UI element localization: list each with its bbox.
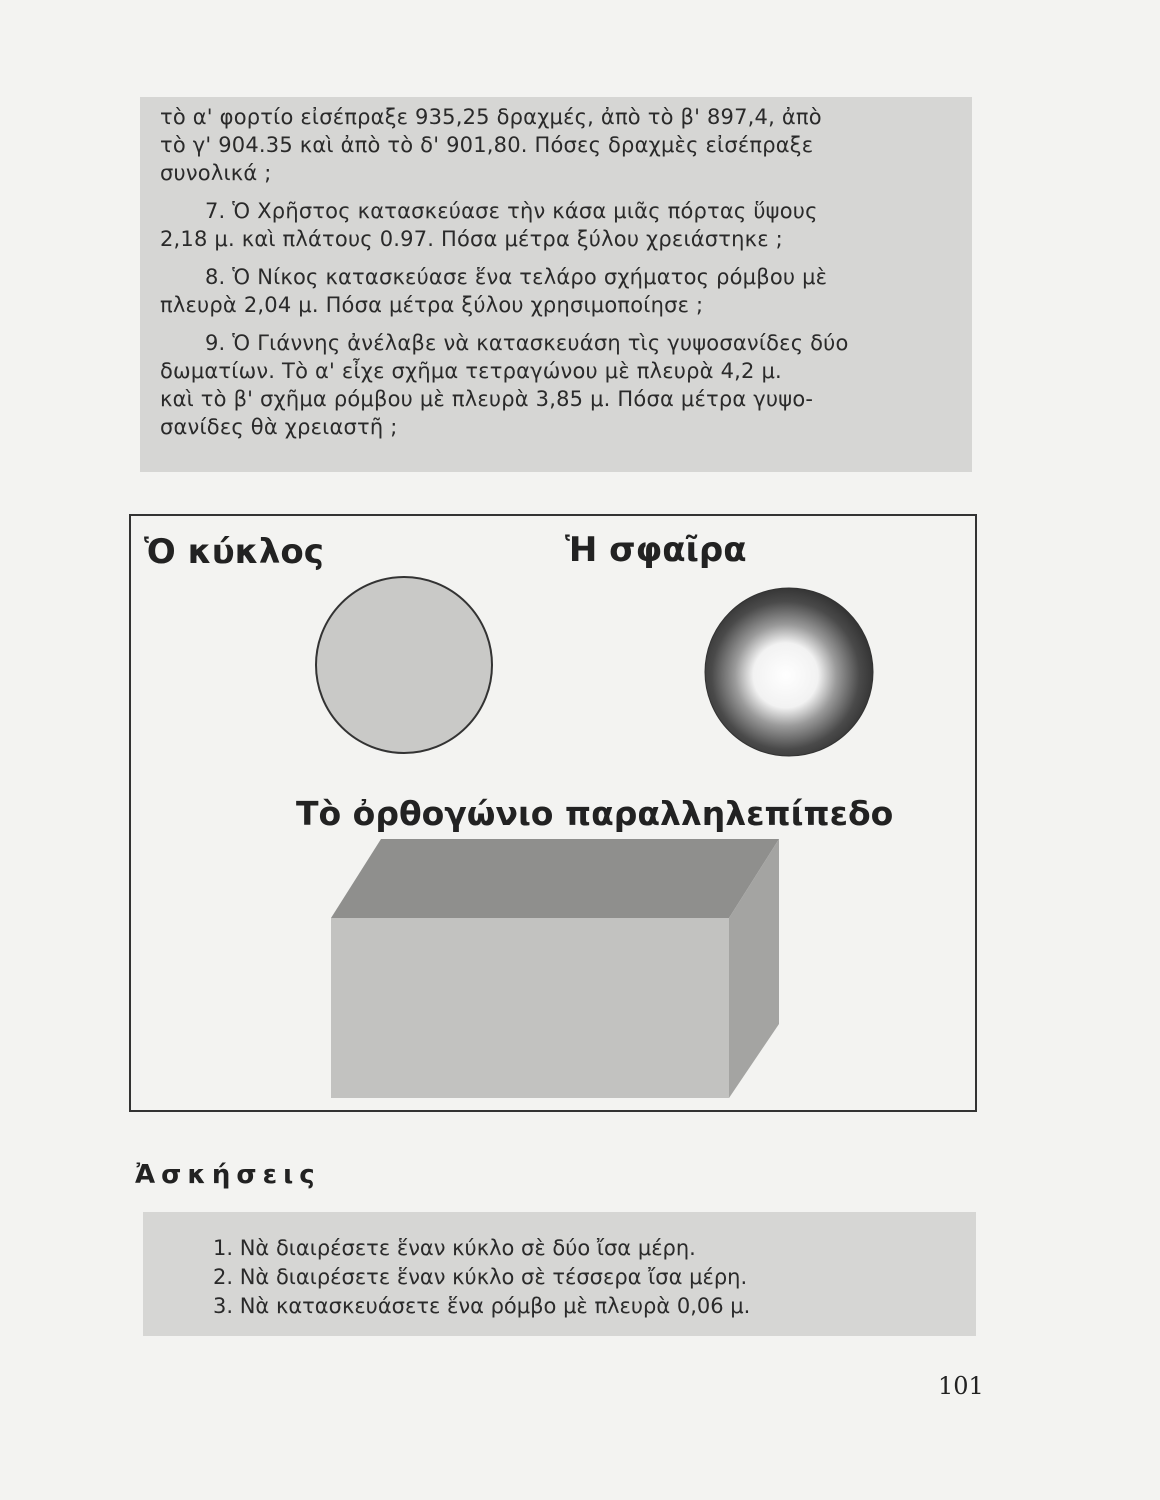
circle-shape: [316, 577, 492, 753]
problem-9-line-3: καὶ τὸ β' σχῆμα ρόμβου μὲ πλευρὰ 3,85 μ. Πόσα μέτρα γυψο-: [160, 387, 814, 411]
circle-label: Ὁ κύκλος: [144, 532, 324, 572]
exercise-item-1: 1. Νὰ διαιρέσετε ἕναν κύκλο σὲ δύο ἴσα μέρη.: [213, 1236, 696, 1260]
page-number: 101: [938, 1372, 984, 1400]
exercises-list: [143, 1212, 976, 1336]
shapes-figure-panel: [129, 514, 977, 1112]
problem-7-line-2: 2,18 μ. καὶ πλάτους 0.97. Πόσα μέτρα ξύλου χρειάστηκε ;: [160, 227, 783, 251]
word-problems-block: [140, 97, 972, 472]
box-top-face: [331, 839, 779, 918]
exercise-item-3: 3. Νὰ κατασκευάσετε ἕνα ρόμβο μὲ πλευρὰ 0,06 μ.: [213, 1294, 751, 1318]
box-front-face: [331, 918, 729, 1098]
sphere-label: Ἡ σφαῖρα: [565, 530, 747, 570]
box-label: Τὸ ὀρθογώνιο παραλληλεπίπεδο: [296, 794, 894, 833]
problem-7-line-1: 7. Ὁ Χρῆστος κατασκεύασε τὴν κάσα μιᾶς πόρτας ὕψους: [205, 199, 818, 223]
problem-6-line-3: συνολικά ;: [160, 161, 272, 185]
problem-8-line-1: 8. Ὁ Νίκος κατασκεύασε ἕνα τελάρο σχήματος ρόμβου μὲ: [205, 265, 828, 289]
problem-8-line-2: πλευρὰ 2,04 μ. Πόσα μέτρα ξύλου χρησιμοποίησε ;: [160, 293, 704, 317]
sphere-shape: [705, 588, 873, 756]
problem-9-line-4: σανίδες θὰ χρειαστῆ ;: [160, 415, 398, 439]
exercises-heading: Ἀσκήσεις: [135, 1160, 321, 1190]
problem-6-line-1: τὸ α' φορτίο εἰσέπραξε 935,25 δραχμές, ἀπὸ τὸ β' 897,4, ἀπὸ: [160, 105, 822, 129]
problem-6-line-2: τὸ γ' 904.35 καὶ ἀπὸ τὸ δ' 901,80. Πόσες δραχμὲς εἰσέπραξε: [160, 133, 814, 157]
problem-9-line-2: δωματίων. Τὸ α' εἶχε σχῆμα τετραγώνου μὲ πλευρὰ 4,2 μ.: [160, 359, 782, 383]
problem-9-line-1: 9. Ὁ Γιάννης ἀνέλαβε νὰ κατασκευάση τὶς γυψοσανίδες δύο: [205, 331, 849, 355]
exercise-item-2: 2. Νὰ διαιρέσετε ἕναν κύκλο σὲ τέσσερα ἴσα μέρη.: [213, 1265, 748, 1289]
